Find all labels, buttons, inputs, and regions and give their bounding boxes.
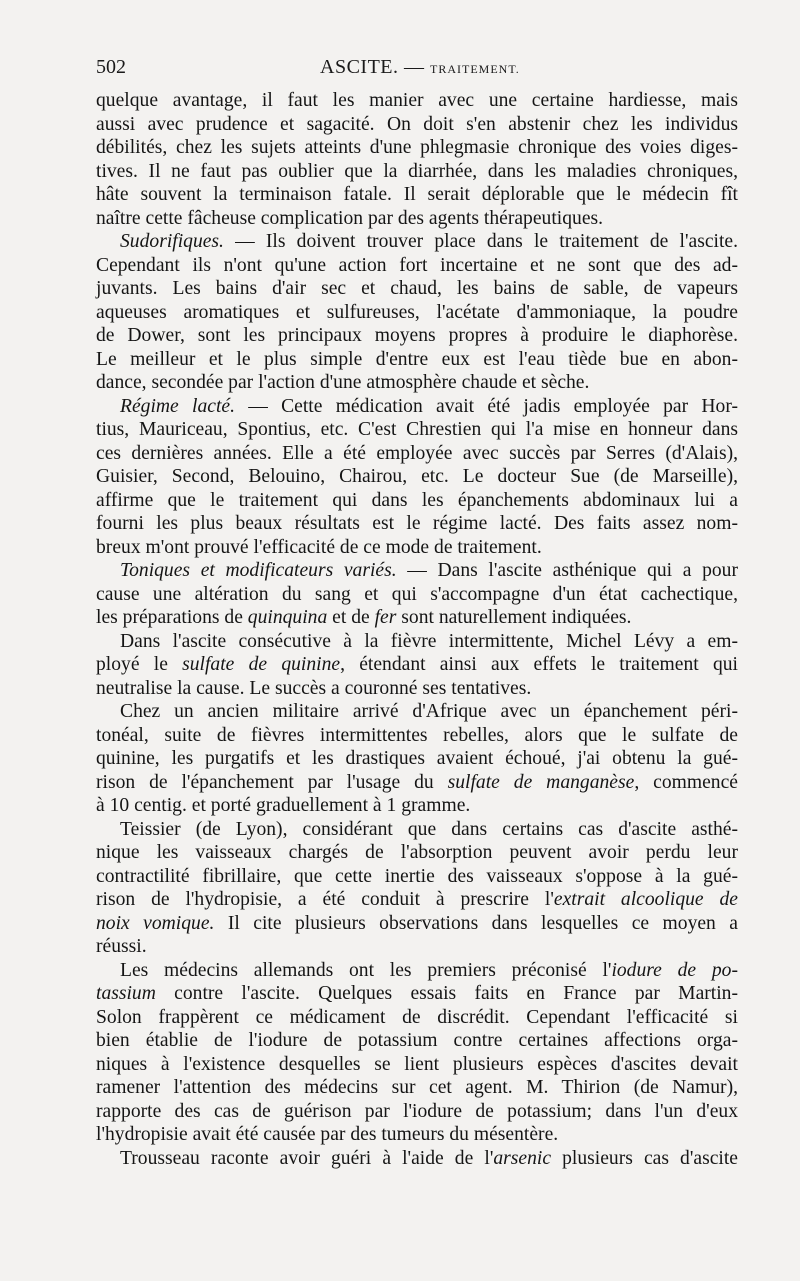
text-run: tives. Il ne faut pas oublier que la diarrhée, dans les maladies chroniques, [96, 160, 738, 182]
text-run: aussi avec prudence et sagacité. On doit s'en abstenir chez les individus [96, 113, 738, 135]
text-line [96, 324, 738, 348]
text-run: Le meilleur et le plus simple d'entre eux est l'eau tiède bue en abon- [96, 348, 738, 370]
italic-run: arsenic [493, 1147, 552, 1169]
text-run: Il cite plusieurs observations dans lesquelles ce moyen a [214, 912, 738, 934]
text-run: tius, Mauriceau, Spontius, etc. C'est Chrestien qui l'a mise en honneur dans [96, 419, 738, 440]
text-run: breux m'ont prouvé l'efficacité de ce mode de traitement. [96, 536, 542, 558]
text-line [96, 371, 738, 395]
text-line [96, 1053, 738, 1077]
text-run: sont naturellement indiquées. [396, 607, 632, 628]
text-run: ployé le [96, 654, 183, 675]
italic-run: fer [374, 607, 397, 628]
text-line [96, 818, 738, 842]
text-run: ramener l'attention des médecins sur cet agent. M. Thirion (de Namur), [96, 1077, 738, 1098]
text-run: à 10 centig. et porté graduellement à 1 gramme. [96, 795, 471, 816]
text-line [96, 1100, 738, 1124]
body-text [96, 89, 738, 1170]
text-line [96, 489, 738, 513]
text-run: neutralise la cause. Le succès a couronné ses tentatives. [96, 677, 532, 699]
text-line [96, 89, 738, 113]
italic-run: sulfate de quinine [182, 654, 341, 675]
text-run: , étendant ainsi aux effets le traitement qui [340, 654, 738, 675]
text-line [96, 653, 738, 677]
text-line [96, 700, 738, 724]
text-run: Dans l'ascite consécutive à la fièvre intermittente, Michel Lévy a em- [120, 630, 738, 652]
running-title [320, 56, 520, 79]
text-run: débilités, chez les sujets atteints d'une phlegmasie chronique des voies diges- [96, 137, 738, 158]
text-line [96, 1006, 738, 1030]
text-line [96, 865, 738, 889]
italic-run: Régime lacté. [120, 395, 235, 417]
text-run: tonéal, suite de fièvres intermittentes rebelles, alors que le sulfate de [96, 724, 738, 746]
text-run: affirme que le traitement qui dans les épanchements abdominaux lui a [96, 489, 738, 511]
text-line [96, 630, 738, 654]
text-run: l'hydropisie avait été causée par des tumeurs du mésentère. [96, 1124, 559, 1145]
text-line [96, 1029, 738, 1053]
text-line [96, 113, 738, 137]
text-run: Cependant ils n'ont qu'une action fort incertaine et ne sont que des ad- [96, 254, 738, 276]
text-line [96, 207, 738, 231]
text-line [96, 536, 738, 560]
header-dash: — [404, 56, 425, 78]
text-run: réussi. [96, 936, 147, 957]
text-run: Trousseau raconte avoir guéri à l'aide de l' [120, 1147, 494, 1169]
text-run: dance, secondée par l'action d'une atmosphère chaude et sèche. [96, 372, 590, 393]
text-line [96, 724, 738, 748]
text-line [96, 136, 738, 160]
text-run: contre l'ascite. Quelques essais faits en France par Martin- [155, 983, 738, 1004]
text-run: — Ils doivent trouver place dans le traitement de l'ascite. [223, 231, 738, 252]
italic-run: quinquina [247, 607, 328, 628]
text-line [96, 348, 738, 372]
text-line [96, 583, 738, 607]
text-line [96, 301, 738, 325]
text-run: de Dower, sont les principaux moyens propres à produire le diaphorèse. [96, 325, 738, 346]
text-line [96, 465, 738, 489]
text-line [96, 160, 738, 184]
running-header [96, 56, 738, 84]
text-line [96, 677, 738, 701]
text-run: Solon frappèrent ce médicament de discrédit. Cependant l'efficacité si [96, 1006, 738, 1028]
text-run: les préparations de [96, 607, 248, 628]
text-line [96, 1123, 738, 1147]
text-run: plusieurs cas d'ascite [551, 1147, 738, 1169]
text-line [96, 771, 738, 795]
text-run: Chez un ancien militaire arrivé d'Afrique avec un épanchement péri- [120, 701, 738, 722]
text-run: , commencé [634, 771, 738, 793]
text-line [96, 606, 738, 630]
text-line [96, 418, 738, 442]
italic-run: sulfate de manganèse [447, 771, 635, 793]
italic-run: tassium [96, 983, 156, 1004]
text-line [96, 442, 738, 466]
text-line [96, 559, 738, 583]
text-run: rapporte des cas de guérison par l'iodure de potassium; dans l'un d'eux [96, 1100, 738, 1122]
text-run: Teissier (de Lyon), considérant que dans certains cas d'ascite asthé- [120, 818, 738, 840]
text-line [96, 512, 738, 536]
text-run: quelque avantage, il faut les manier avec une certaine hardiesse, mais [96, 90, 738, 111]
text-line [96, 959, 738, 983]
text-run: Les médecins allemands ont les premiers préconisé l' [120, 959, 612, 981]
text-run: cause une altération du sang et qui s'accompagne d'un état cachectique, [96, 583, 738, 605]
page-number: 502 [96, 56, 126, 78]
text-line [96, 395, 738, 419]
text-run: — Dans l'ascite asthénique qui a pour [396, 560, 738, 581]
text-run: ces dernières années. Elle a été employée avec succès par Serres (d'Alais), [96, 442, 738, 464]
text-line [96, 254, 738, 278]
header-title: ASCITE. [320, 56, 399, 78]
text-run: quinine, les purgatifs et les drastiques avaient échoué, j'ai obtenu la gué- [96, 748, 738, 769]
italic-run: extrait alcoolique de [553, 889, 738, 910]
text-run: — Cette médication avait été jadis employée par Hor- [234, 395, 738, 417]
italic-run: Sudorifiques. [120, 231, 224, 252]
text-line [96, 1076, 738, 1100]
text-run: bien établie de l'iodure de potassium contre certaines affections orga- [96, 1030, 738, 1051]
text-run: niques à l'existence desquelles se lient plusieurs espèces d'ascites devait [96, 1053, 738, 1075]
text-line [96, 982, 738, 1006]
text-run: aqueuses aromatiques et sulfureuses, l'acétate d'ammoniaque, la poudre [96, 301, 738, 323]
text-run: hâte souvent la terminaison fatale. Il serait déplorable que le médecin fît [96, 184, 738, 205]
text-line [96, 183, 738, 207]
text-run: fourni les plus beaux résultats est le régime lacté. Des faits assez nom- [96, 513, 738, 534]
text-run: rison de l'hydropisie, a été conduit à prescrire l' [96, 889, 554, 910]
text-line [96, 277, 738, 301]
text-line [96, 1147, 738, 1171]
text-run: et de [327, 607, 375, 628]
italic-run: iodure de po- [611, 959, 738, 981]
text-run: nique les vaisseaux chargés de l'absorption peuvent avoir perdu leur [96, 842, 738, 863]
italic-run: noix vomique. [96, 912, 215, 934]
italic-run: Toniques et modificateurs variés. [120, 560, 397, 581]
text-run: juvants. Les bains d'air sec et chaud, les bains de sable, de vapeurs [96, 278, 738, 299]
text-line [96, 747, 738, 771]
text-line [96, 888, 738, 912]
text-run: rison de l'épanchement par l'usage du [96, 771, 448, 793]
text-line [96, 230, 738, 254]
text-run: contractilité fibrillaire, que cette inertie des vaisseaux s'oppose à la gué- [96, 865, 738, 887]
text-line [96, 912, 738, 936]
header-subtitle: TRAITEMENT. [430, 62, 520, 76]
text-run: Guisier, Second, Belouino, Chairou, etc. Le docteur Sue (de Marseille), [96, 466, 738, 487]
text-run: naître cette fâcheuse complication par des agents thérapeutiques. [96, 207, 604, 229]
text-line [96, 841, 738, 865]
text-line [96, 794, 738, 818]
text-line [96, 935, 738, 959]
